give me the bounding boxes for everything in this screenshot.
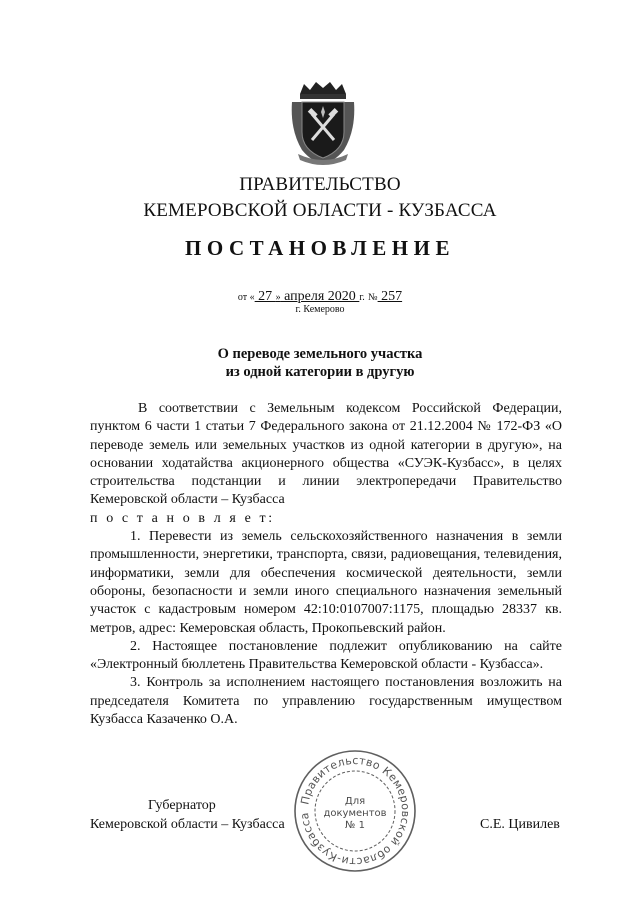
signatory-title-line2: Кемеровской области – Кузбасса bbox=[90, 817, 285, 832]
date-day: 27 bbox=[254, 289, 276, 304]
resolves-line: п о с т а н о в л я е т: bbox=[90, 510, 275, 526]
signatory-title-line1: Губернатор bbox=[148, 798, 216, 813]
stamp-ring-text: Правительство Кемеровской области-Кузбасса bbox=[297, 753, 413, 869]
official-seal-stamp bbox=[292, 748, 418, 874]
date-year-suffix: г. bbox=[359, 292, 365, 303]
document-city: г. Кемерово bbox=[295, 304, 345, 315]
stamp-line3: № 1 bbox=[345, 820, 365, 831]
document-number: 257 bbox=[377, 289, 403, 304]
date-close-quote: » bbox=[275, 292, 281, 303]
date-month-year: апреля 2020 bbox=[280, 289, 360, 304]
government-name-line2: КЕМЕРОВСКОЙ ОБЛАСТИ - КУЗБАССА bbox=[143, 200, 497, 221]
signatory-name: С.Е. Цивилев bbox=[480, 817, 560, 832]
stamp-line2: документов bbox=[323, 808, 387, 819]
document-type-title: ПОСТАНОВЛЕНИЕ bbox=[185, 236, 455, 260]
date-prefix: от « bbox=[237, 292, 255, 303]
document-dateline bbox=[0, 288, 640, 305]
government-name-line1: ПРАВИТЕЛЬСТВО bbox=[239, 174, 401, 195]
subject-line2: из одной категории в другую bbox=[225, 364, 415, 380]
coat-of-arms-emblem bbox=[288, 80, 358, 166]
item-2-paragraph: 2. Настоящее постановление подлежит опубликованию на сайте «Электронный бюллетень Правительства Кемеровской области - Кузбасса». bbox=[90, 638, 562, 673]
preamble-paragraph: В соответствии с Земельным кодексом Российской Федерации, пунктом 6 части 1 статьи 7 Федерального закона от 21.12.2004 № 172-ФЗ «О переводе земель или земельных участков из одной категории в другую», на основании ходатайства акционерного общества «СУЭК-Кузбасс», в целях строительства подстанции и линии электропередачи Правительство Кемеровской области – Кузбасса bbox=[90, 401, 562, 508]
document-number-sign: № bbox=[368, 292, 378, 303]
subject-line1: О переводе земельного участка bbox=[217, 346, 423, 362]
stamp-line1: Для bbox=[344, 796, 366, 807]
item-1-paragraph: 1. Перевести из земель сельскохозяйственного назначения в земли промышленности, энергетики, транспорта, связи, радиовещания, телевидения, информатики, земли для обеспечения космической деятельности, земли обороны, безопасности и земли иного специального назначения земельный участок с кадастровым номером 42:10:0107007:1175, площадью 28337 кв. метров, адрес: Кемеровская область, Прокопьевский район. bbox=[90, 529, 562, 636]
document-body bbox=[90, 400, 562, 729]
item-3-paragraph: 3. Контроль за исполнением настоящего постановления возложить на председателя Комитета по управлению государственным имуществом Кузбасса Казаченко О.А. bbox=[90, 675, 562, 728]
